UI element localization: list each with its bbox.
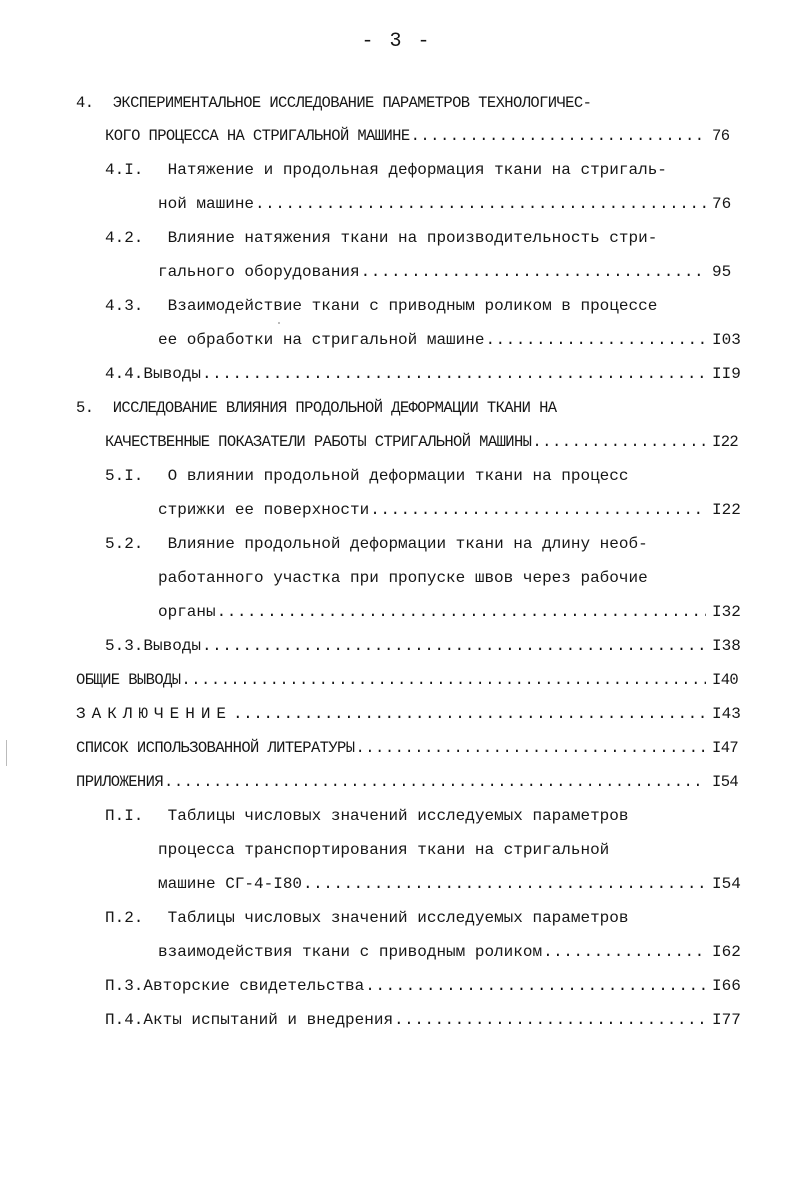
toc-section-5-2-line2 <box>158 565 768 591</box>
toc-appendix-1-line3[interactable] <box>158 871 752 897</box>
toc-chapter-4-title-line1: ЭКСПЕРИМЕНТАЛЬНОЕ ИССЛЕДОВАНИЕ ПАРАМЕТРОВ ТЕХНОЛОГИЧЕС- <box>112 94 592 112</box>
toc-section-4-3-line2[interactable] <box>158 327 752 353</box>
toc-section-4-1-line2[interactable] <box>158 191 752 217</box>
toc-section-5-1-number: 5.I. <box>105 467 144 485</box>
toc-appendix-1-line1 <box>105 803 765 829</box>
toc-section-4-2-number: 4.2. <box>105 229 144 247</box>
toc-section-5-3-title: Выводы <box>143 637 202 655</box>
toc-section-5-3-page: I38 <box>712 637 741 655</box>
toc-appendix-3[interactable] <box>105 973 752 999</box>
toc-section-4-1-number: 4.I. <box>105 161 144 179</box>
toc-chapter-5-line2[interactable] <box>105 429 752 455</box>
toc-section-4-1-page: 76 <box>712 195 732 213</box>
toc-chapter-4-page: 76 <box>712 127 730 145</box>
dot-leader <box>217 599 706 625</box>
toc-section-4-4-page: II9 <box>712 365 741 383</box>
toc-chapter-5-number: 5. <box>76 399 94 417</box>
toc-general-conclusions-page: I40 <box>712 671 739 689</box>
scan-artifact <box>6 740 7 766</box>
toc-section-5-2-title-line1: Влияние продольной деформации ткани на длину необ- <box>167 535 648 553</box>
toc-section-4-3-title-line2: ее обработки на стригальной машине <box>158 331 485 349</box>
toc-appendices[interactable] <box>76 769 752 795</box>
dot-leader <box>233 701 706 727</box>
toc-appendix-4-number: П.4. <box>105 1011 144 1029</box>
dot-leader <box>255 191 706 217</box>
toc-appendices-title: ПРИЛОЖЕНИЯ <box>76 773 164 791</box>
toc-section-5-2-line1 <box>105 531 765 557</box>
toc-section-4-2-title-line2: гального оборудования <box>158 263 360 281</box>
toc-section-4-3-title-line1: Взаимодействие ткани с приводным роликом в процессе <box>167 297 658 315</box>
dot-leader <box>394 1007 706 1033</box>
dot-leader <box>164 769 706 795</box>
toc-section-4-2-title-line1: Влияние натяжения ткани на производительность стри- <box>167 229 658 247</box>
toc-appendix-2-line1 <box>105 905 765 931</box>
dot-leader <box>543 939 706 965</box>
toc-section-5-2-title-line2: работанного участка при пропуске швов через рабочие <box>158 569 648 587</box>
toc-section-5-1-title-line1: О влиянии продольной деформации ткани на процесс <box>167 467 629 485</box>
scan-artifact <box>278 322 280 324</box>
toc-appendix-2-title-line1: Таблицы числовых значений исследуемых параметров <box>167 909 629 927</box>
toc-conclusion-page: I43 <box>712 705 741 723</box>
toc-section-5-2-title-line3: органы <box>158 603 216 621</box>
toc-section-5-2-line3[interactable] <box>158 599 752 625</box>
dot-leader <box>303 871 706 897</box>
toc-appendix-2-title-line2: взаимодействия ткани с приводным роликом <box>158 943 543 961</box>
toc-chapter-5-title-line1: ИССЛЕДОВАНИЕ ВЛИЯНИЯ ПРОДОЛЬНОЙ ДЕФОРМАЦИИ ТКАНИ НА <box>112 399 557 417</box>
toc-appendix-1-number: П.I. <box>105 807 144 825</box>
toc-section-5-3-number: 5.3. <box>105 637 144 655</box>
toc-references-title: СПИСОК ИСПОЛЬЗОВАННОЙ ЛИТЕРАТУРЫ <box>76 739 355 757</box>
toc-chapter-4-number: 4. <box>76 94 94 112</box>
toc-appendix-1-page: I54 <box>712 875 741 893</box>
toc-appendix-4-page: I77 <box>712 1011 741 1029</box>
dot-leader <box>485 327 706 353</box>
toc-chapter-5-title-line2: КАЧЕСТВЕННЫЕ ПОКАЗАТЕЛИ РАБОТЫ СТРИГАЛЬНОЙ МАШИНЫ <box>105 433 532 451</box>
dot-leader <box>181 667 706 693</box>
toc-section-5-1-line1 <box>105 463 765 489</box>
toc-appendix-1-title-line2: процесса транспортирования ткани на стригальной <box>158 841 610 859</box>
dot-leader <box>361 259 706 285</box>
toc-general-conclusions[interactable] <box>76 667 752 693</box>
toc-general-conclusions-title: ОБЩИЕ ВЫВОДЫ <box>76 671 181 689</box>
toc-section-4-1-line1 <box>105 157 765 183</box>
dot-leader <box>411 123 706 149</box>
toc-appendix-2-number: П.2. <box>105 909 144 927</box>
toc-section-4-3-number: 4.3. <box>105 297 144 315</box>
dot-leader <box>202 633 706 659</box>
toc-appendix-2-line2[interactable] <box>158 939 752 965</box>
toc-chapter-5-page: I22 <box>712 433 739 451</box>
toc-conclusion-title: ЗАКЛЮЧЕНИЕ <box>76 705 233 723</box>
toc-section-5-2-number: 5.2. <box>105 535 144 553</box>
toc-section-5-1-title-line2: стрижки ее поверхности <box>158 501 370 519</box>
toc-section-4-1-title-line1: Натяжение и продольная деформация ткани на стригаль- <box>167 161 667 179</box>
toc-appendix-3-title: Авторские свидетельства <box>143 977 365 995</box>
toc-appendix-3-number: П.3. <box>105 977 144 995</box>
dot-leader <box>202 361 706 387</box>
toc-chapter-5-line1 <box>76 395 776 421</box>
toc-references[interactable] <box>76 735 752 761</box>
toc-section-5-1-page: I22 <box>712 501 741 519</box>
toc-appendix-4[interactable] <box>105 1007 752 1033</box>
toc-appendix-4-title: Акты испытаний и внедрения <box>143 1011 394 1029</box>
toc-section-4-1-title-line2: ной машине <box>158 195 255 213</box>
dot-leader <box>355 735 706 761</box>
toc-appendix-3-page: I66 <box>712 977 741 995</box>
dot-leader <box>365 973 706 999</box>
toc-section-4-3-line1 <box>105 293 765 319</box>
dot-leader <box>370 497 706 523</box>
toc-section-4-4-number: 4.4. <box>105 365 144 383</box>
toc-appendix-1-line2 <box>158 837 768 863</box>
toc-appendix-2-page: I62 <box>712 943 741 961</box>
toc-references-page: I47 <box>712 739 739 757</box>
toc-conclusion[interactable] <box>76 701 752 727</box>
toc-section-4-2-line2[interactable] <box>158 259 752 285</box>
toc-section-5-3[interactable] <box>105 633 752 659</box>
toc-chapter-4-line2[interactable] <box>105 123 752 149</box>
toc-appendix-1-title-line3: машине СГ-4-I80 <box>158 875 303 893</box>
dot-leader <box>532 429 706 455</box>
page-number: - 3 - <box>361 30 432 53</box>
toc-section-4-2-line1 <box>105 225 765 251</box>
toc-section-4-2-page: 95 <box>712 263 732 281</box>
toc-chapter-4-title-line2: КОГО ПРОЦЕССА НА СТРИГАЛЬНОЙ МАШИНЕ <box>105 127 410 145</box>
toc-section-4-4[interactable] <box>105 361 752 387</box>
toc-appendix-1-title-line1: Таблицы числовых значений исследуемых параметров <box>167 807 629 825</box>
toc-chapter-4-line1 <box>76 90 776 116</box>
toc-section-4-4-title: Выводы <box>143 365 202 383</box>
toc-section-4-3-page: I03 <box>712 331 741 349</box>
toc-section-5-2-page: I32 <box>712 603 741 621</box>
toc-appendices-page: I54 <box>712 773 739 791</box>
toc-section-5-1-line2[interactable] <box>158 497 752 523</box>
